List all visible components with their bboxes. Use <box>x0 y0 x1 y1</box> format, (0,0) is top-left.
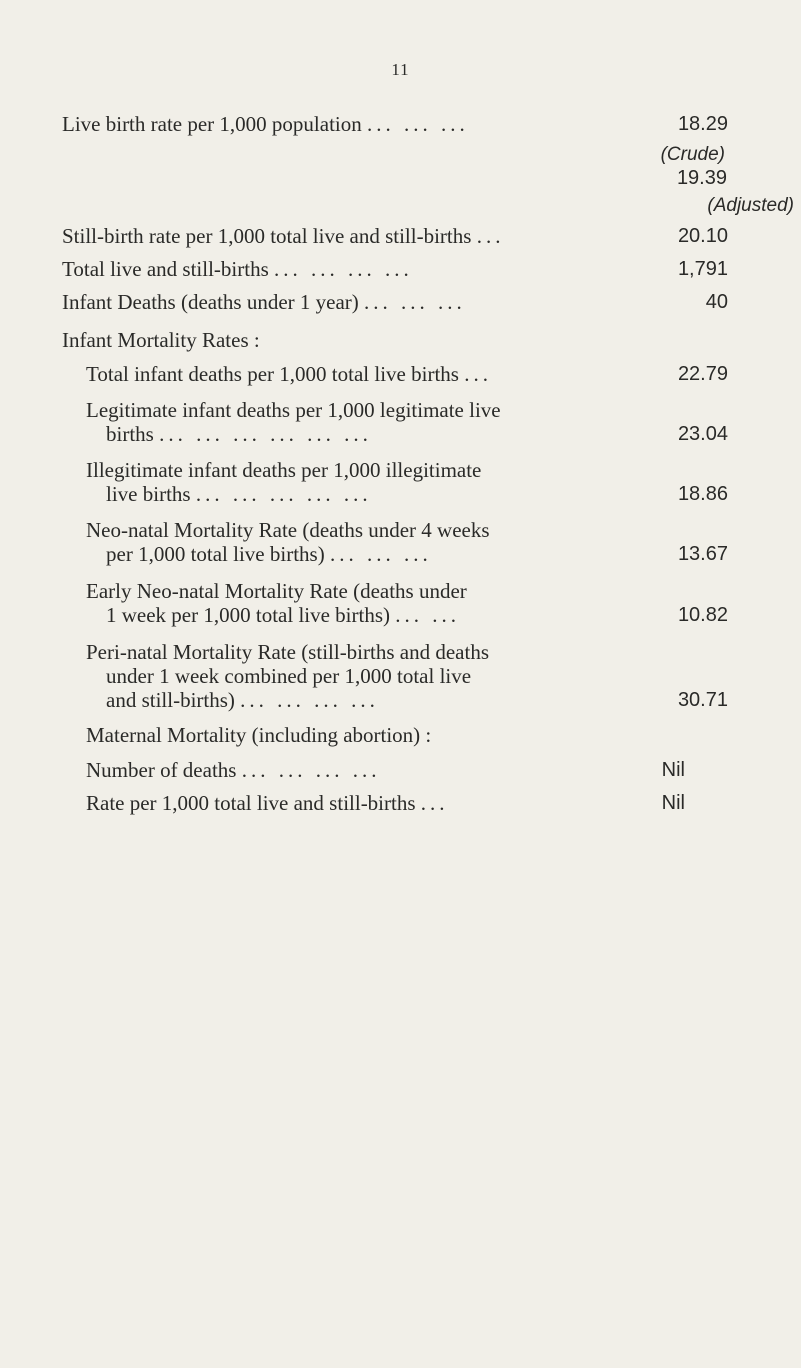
perinatal-label-line2: under 1 week combined per 1,000 total live <box>106 664 472 688</box>
early-neonatal-value: 10.82 <box>677 604 728 626</box>
infant-deaths-label: Infant Deaths (deaths under 1 year) ... ... ... <box>62 290 466 314</box>
adjusted-note: (Adjusted) <box>707 195 794 216</box>
infant-mortality-heading-text: Infant Mortality Rates : <box>62 328 260 352</box>
perinatal-label-line1: Peri-natal Mortality Rate (still-births and deaths <box>86 640 489 664</box>
total-infant-deaths-label: Total infant deaths per 1,000 total live births ... <box>86 362 492 386</box>
legitimate-label-line1: Legitimate infant deaths per 1,000 legitimate live <box>86 398 501 422</box>
live-birth-rate-adjusted-value: 19.39 <box>676 167 727 189</box>
maternal-deaths-label: Number of deaths ... ... ... ... <box>86 758 381 782</box>
still-birth-rate-value: 20.10 <box>677 225 728 247</box>
still-birth-rate-label: Still-birth rate per 1,000 total live and still-births ... <box>62 224 505 248</box>
neonatal-value: 13.67 <box>677 543 728 565</box>
total-live-still-births-value: 1,791 <box>677 258 728 280</box>
illegitimate-value: 18.86 <box>677 483 728 505</box>
legitimate-label-line2: births ... ... ... ... ... ... <box>106 422 372 446</box>
maternal-rate-label: Rate per 1,000 total live and still-births ... <box>86 791 449 815</box>
early-neonatal-label-line2: 1 week per 1,000 total live births) ... ... <box>106 603 461 627</box>
total-live-still-births-label: Total live and still-births ... ... ... ... <box>62 257 413 281</box>
maternal-mortality-heading-text: Maternal Mortality (including abortion) : <box>86 723 432 747</box>
page-number: 11 <box>391 60 410 79</box>
maternal-deaths-value: Nil <box>661 759 685 781</box>
total-infant-deaths-value: 22.79 <box>677 363 728 385</box>
illegitimate-label-line2: live births ... ... ... ... ... <box>106 482 372 506</box>
neonatal-label-line1: Neo-natal Mortality Rate (deaths under 4 weeks <box>86 518 490 542</box>
maternal-rate-value: Nil <box>661 792 685 814</box>
perinatal-value: 30.71 <box>677 689 728 711</box>
live-birth-rate-label: Live birth rate per 1,000 population ... ... ... <box>62 112 469 136</box>
perinatal-label-line3: and still-births) ... ... ... ... <box>106 688 379 712</box>
neonatal-label-line2: per 1,000 total live births) ... ... ... <box>106 542 432 566</box>
legitimate-value: 23.04 <box>677 423 728 445</box>
early-neonatal-label-line1: Early Neo-natal Mortality Rate (deaths under <box>86 579 467 603</box>
live-birth-rate-crude-value: 18.29 <box>677 113 728 135</box>
illegitimate-label-line1: Illegitimate infant deaths per 1,000 illegitimate <box>86 458 482 482</box>
infant-deaths-value: 40 <box>705 291 728 313</box>
crude-note: (Crude) <box>660 144 725 165</box>
